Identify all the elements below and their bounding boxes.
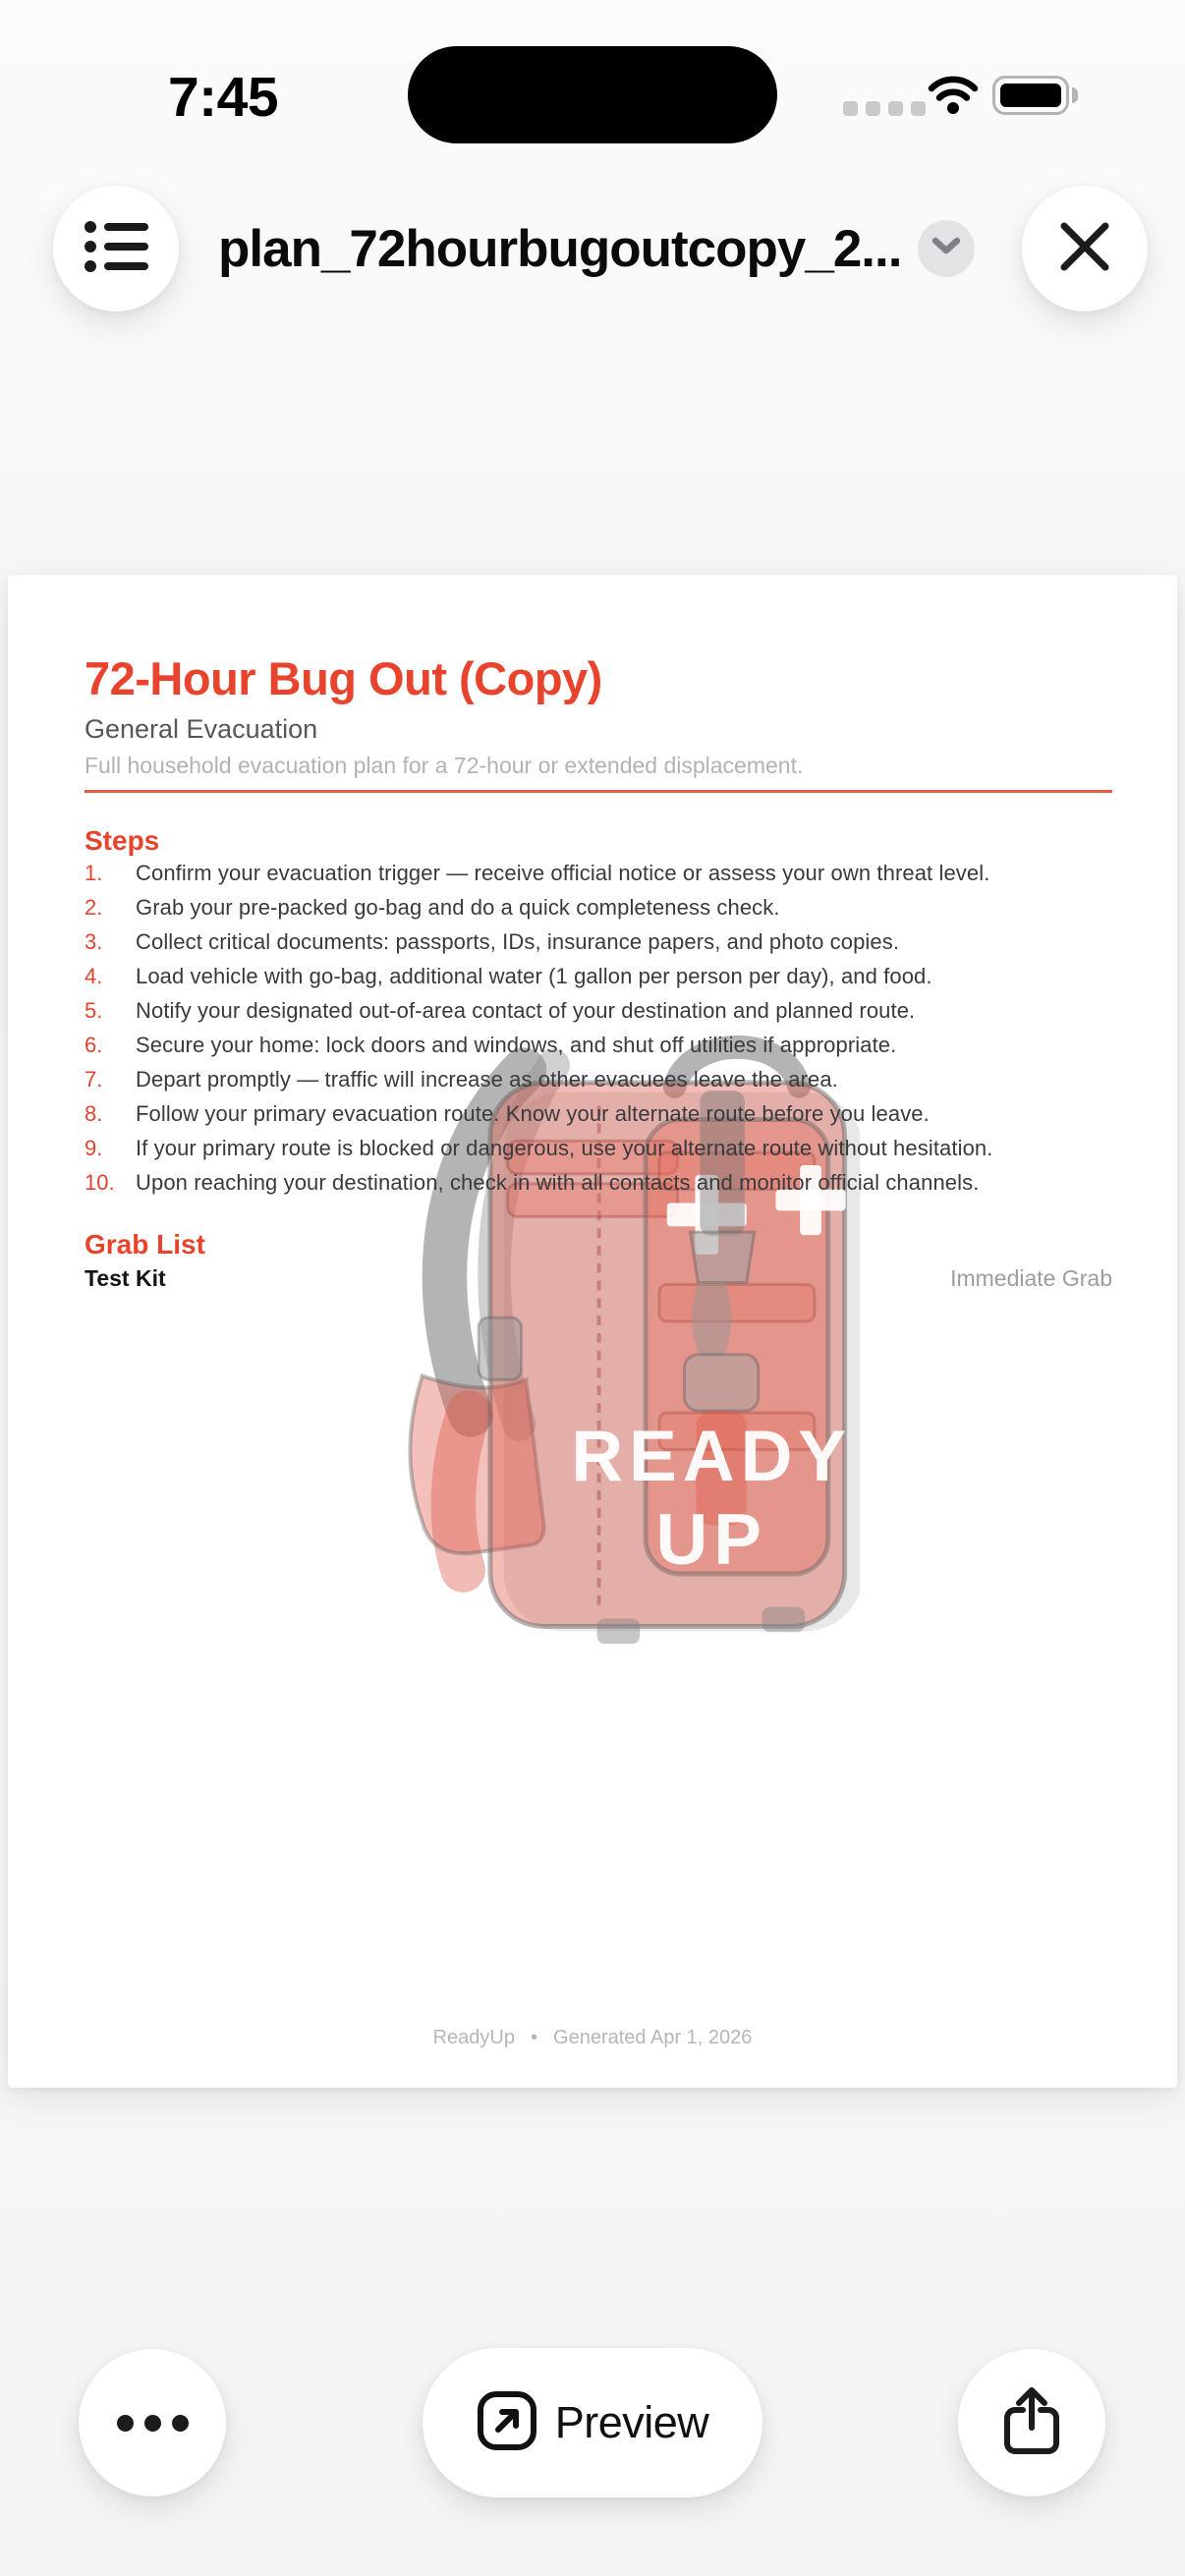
grab-list [85, 1262, 1112, 1294]
step-number: 9. [85, 1135, 103, 1160]
list-icon [84, 217, 148, 281]
step-item [85, 1062, 1112, 1096]
step-item [85, 890, 1112, 924]
step-item [85, 959, 1112, 993]
step-item [85, 924, 1112, 959]
footer-generated: Generated Apr 1, 2026 [553, 2027, 753, 2048]
step-item [85, 1131, 1112, 1165]
share-button[interactable] [958, 2349, 1105, 2496]
steps-list [85, 856, 1112, 1200]
dynamic-island [408, 46, 777, 143]
step-text: Collect critical documents: passports, IDs, insurance papers, and photo copies. [136, 928, 900, 954]
grab-item-row [85, 1262, 1112, 1294]
step-text: Grab your pre-packed go-bag and do a quick completeness check. [136, 894, 780, 920]
close-button[interactable] [1022, 186, 1148, 311]
chevron-down-icon [931, 237, 961, 261]
step-text: Load vehicle with go-bag, additional water (1 gallon per person per day), and food. [136, 963, 932, 988]
step-item [85, 856, 1112, 890]
document-preview-card[interactable] [8, 575, 1177, 2088]
step-item [85, 993, 1112, 1028]
watermark-text-line2: UP [655, 1500, 767, 1581]
preview-button-label: Preview [554, 2397, 709, 2447]
step-number: 2. [85, 894, 103, 920]
wifi-icon [928, 74, 979, 120]
step-number: 5. [85, 997, 103, 1023]
step-text: Follow your primary evacuation route. Know your alternate route before you leave. [136, 1100, 930, 1126]
grab-item-name: Test Kit [85, 1264, 166, 1291]
share-icon [1001, 2382, 1062, 2464]
grab-list-heading: Grab List [85, 1229, 205, 1260]
close-icon [1058, 220, 1111, 278]
file-title: plan_72hourbugoutcopy_2... [218, 220, 902, 278]
cellular-dots-icon [843, 101, 926, 116]
document-title: 72-Hour Bug Out (Copy) [85, 652, 602, 704]
watermark-text-line1: READY [571, 1417, 853, 1497]
menu-button[interactable] [53, 186, 179, 311]
document-description: Full household evacuation plan for a 72-hour or extended displacement. [85, 753, 804, 778]
step-text: Secure your home: lock doors and windows, and shut off utilities if appropriate. [136, 1032, 897, 1057]
step-number: 8. [85, 1100, 103, 1126]
step-text: Depart promptly — traffic will increase as other evacuees leave the area. [136, 1066, 838, 1092]
step-number: 7. [85, 1066, 103, 1092]
step-text: Confirm your evacuation trigger — receive official notice or assess your own threat level. [136, 860, 990, 885]
document-footer [8, 2027, 1177, 2049]
section-divider [85, 790, 1112, 793]
step-item [85, 1096, 1112, 1131]
step-item [85, 1165, 1112, 1200]
step-text: Notify your designated out-of-area contact of your destination and planned route. [136, 997, 916, 1023]
step-item [85, 1028, 1112, 1062]
step-number: 10. [85, 1169, 115, 1195]
title-collapse-button[interactable] [918, 220, 975, 277]
step-text: If your primary route is blocked or dangerous, use your alternate route without hesitation. [136, 1135, 993, 1160]
status-time: 7:45 [167, 66, 279, 129]
steps-heading: Steps [85, 825, 160, 856]
step-number: 3. [85, 928, 103, 954]
preview-button[interactable] [423, 2348, 762, 2497]
open-in-icon [477, 2390, 537, 2456]
step-number: 6. [85, 1032, 103, 1057]
footer-app-name: ReadyUp [432, 2027, 515, 2048]
step-number: 4. [85, 963, 103, 988]
step-number: 1. [85, 860, 103, 885]
more-button[interactable] [79, 2349, 226, 2496]
grab-item-tag: Immediate Grab [950, 1264, 1112, 1291]
step-text: Upon reaching your destination, check in with all contacts and monitor official channels. [136, 1169, 980, 1195]
ellipsis-icon [117, 2415, 189, 2432]
battery-icon [992, 76, 1078, 115]
footer-separator: • [531, 2027, 538, 2048]
document-content [8, 575, 1177, 2088]
document-subtitle: General Evacuation [85, 714, 318, 744]
